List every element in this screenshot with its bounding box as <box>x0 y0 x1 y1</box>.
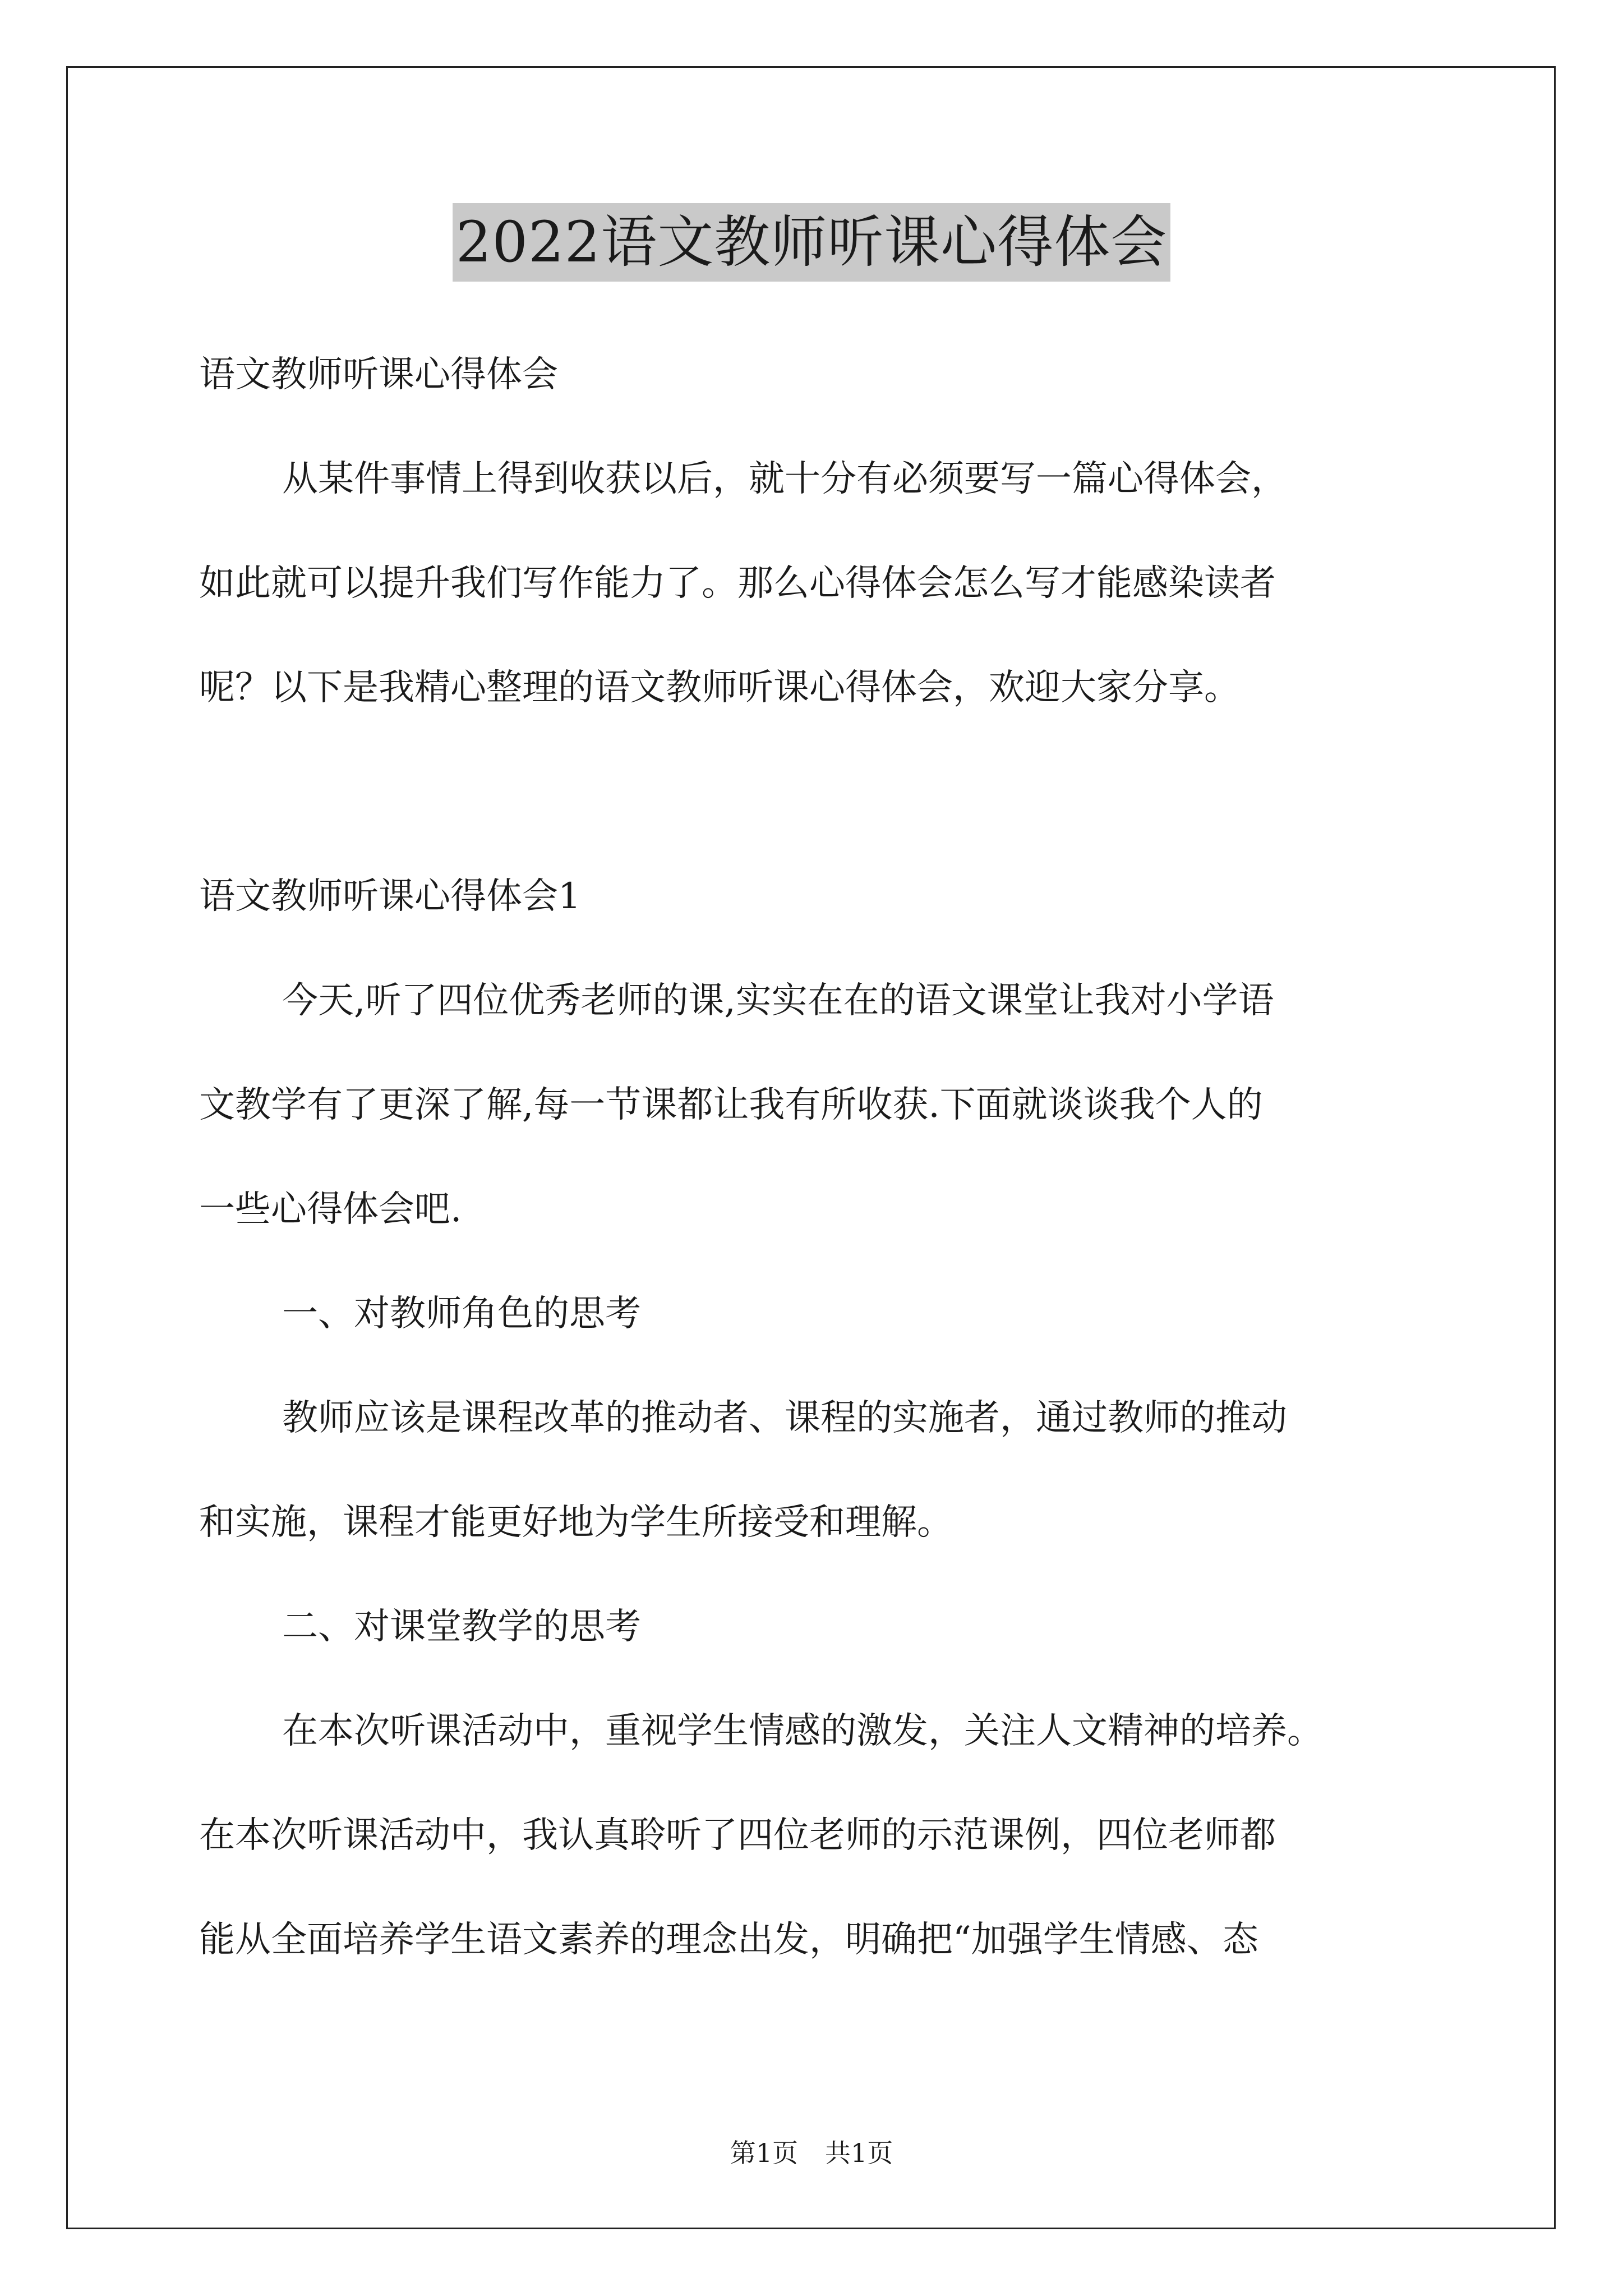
body-line: 呢？以下是我精心整理的语文教师听课心得体会，欢迎大家分享。 <box>199 667 1240 708</box>
subheading: 二、对课堂教学的思考 <box>282 1606 641 1648</box>
body-line: 在本次听课活动中，我认真聆听了四位老师的示范课例，四位老师都 <box>199 1815 1276 1856</box>
body-line: 教师应该是课程改革的推动者、课程的实施者，通过教师的推动 <box>282 1397 1287 1439</box>
body-line: 语文教师听课心得体会 <box>199 354 558 395</box>
body-line: 一些心得体会吧. <box>199 1189 462 1230</box>
page-total: 共1页 <box>825 2138 893 2168</box>
title-container <box>0 203 1623 282</box>
document-title: 2022语文教师听课心得体会 <box>453 203 1171 282</box>
subheading: 一、对教师角色的思考 <box>282 1293 641 1335</box>
section-heading: 语文教师听课心得体会1 <box>199 876 581 917</box>
body-line: 如此就可以提升我们写作能力了。那么心得体会怎么写才能感染读者 <box>199 563 1276 604</box>
body-line: 和实施，课程才能更好地为学生所接受和理解。 <box>199 1502 953 1543</box>
body-line: 今天,听了四位优秀老师的课,实实在在的语文课堂让我对小学语 <box>282 980 1274 1022</box>
page-footer <box>0 2136 1623 2170</box>
body-line: 从某件事情上得到收获以后，就十分有必须要写一篇心得体会， <box>282 458 1287 500</box>
body-line: 能从全面培养学生语文素养的理念出发，明确把“加强学生情感、态 <box>199 1919 1258 1961</box>
body-line: 在本次听课活动中，重视学生情感的激发，关注人文精神的培养。 <box>282 1710 1323 1752</box>
page-number: 第1页 <box>730 2138 798 2168</box>
body-line: 文教学有了更深了解,每一节课都让我有所收获.下面就谈谈我个人的 <box>199 1084 1263 1126</box>
